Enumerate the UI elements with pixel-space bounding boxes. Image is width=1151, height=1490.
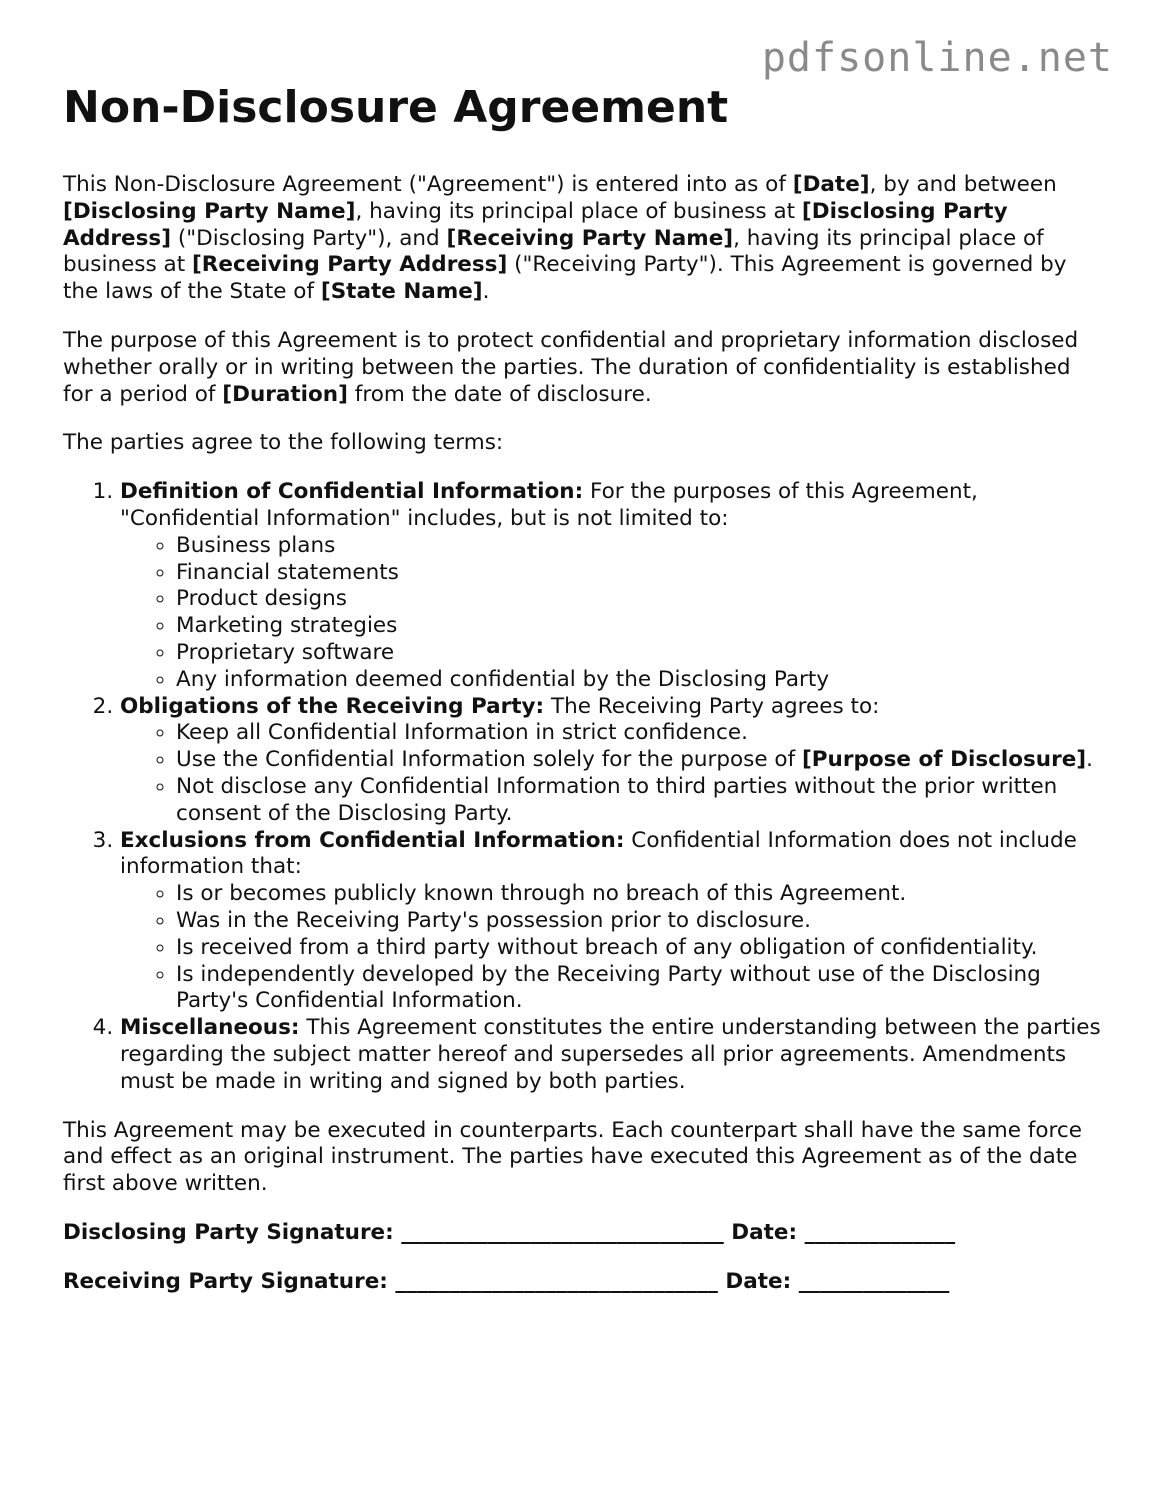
disclosing-date-label: Date: — [731, 1219, 798, 1245]
term-heading: Obligations of the Receiving Party: — [120, 693, 545, 719]
disclosing-party-name-placeholder: [Disclosing Party Name] — [63, 198, 356, 224]
list-item: ◦ Is independently developed by the Receiving Party without use of the Disclosing Party's Confidential Information. — [176, 962, 1103, 1016]
duration-placeholder: [Duration] — [222, 381, 348, 407]
intro-text-4: ("Disclosing Party"), and — [171, 225, 447, 251]
receiving-signature-field[interactable]: ______________________________ — [395, 1268, 718, 1294]
term-heading: Exclusions from Confidential Information: — [120, 827, 625, 853]
term-text: This Agreement constitutes the entire understanding between the parties regarding the subject matter hereof and supersedes all prior agreements. Amendments must be made in writing and signed by both parties. — [120, 1015, 1101, 1094]
list-item — [176, 747, 1103, 774]
intro-text-3: , having its principal place of business at — [355, 198, 802, 224]
watermark: pdfsonline.net — [761, 35, 1113, 81]
list-item: ◦ Marketing strategies — [176, 613, 1103, 640]
term-text: Confidential Information does not include information that: — [120, 827, 1077, 880]
purpose-text-2: from the date of disclosure. — [347, 381, 652, 407]
state-name-placeholder: [State Name] — [320, 279, 483, 305]
exclusion-items — [120, 881, 1103, 1015]
disclosing-date-field[interactable]: ______________ — [804, 1219, 956, 1245]
term-text: The Receiving Party agrees to: — [544, 693, 880, 719]
list-item: ◦ Financial statements — [176, 560, 1103, 587]
disclosing-signature-label: Disclosing Party Signature: — [63, 1219, 394, 1245]
definition-items — [120, 533, 1103, 694]
document-title: Non-Disclosure Agreement — [63, 82, 729, 133]
disclosing-signature-field[interactable]: ______________________________ — [401, 1219, 724, 1245]
disclosing-party-address-placeholder: [Disclosing Party Address] — [63, 198, 1008, 251]
list-item-text: Use the Confidential Information solely for the purpose of — [176, 747, 802, 773]
document-page — [63, 80, 1103, 1317]
list-item: ◦ Is or becomes publicly known through no breach of this Agreement. — [176, 881, 1103, 908]
terms-intro: The parties agree to the following terms: — [63, 430, 504, 456]
purpose-of-disclosure-placeholder: [Purpose of Disclosure] — [801, 747, 1087, 773]
list-item: ◦ Is received from a third party without breach of any obligation of confidentiality. — [176, 935, 1103, 962]
term-miscellaneous — [120, 1015, 1103, 1095]
intro-text-1: This Non-Disclosure Agreement ("Agreement") is entered into as of — [63, 172, 793, 197]
receiving-party-name-placeholder: [Receiving Party Name] — [446, 225, 734, 251]
list-item: ◦ Keep all Confidential Information in strict confidence. — [176, 720, 1103, 747]
closing-paragraph: This Agreement may be executed in counterparts. Each counterpart shall have the same force and effect as an original instrument. The parties have executed this Agreement as of the date first above written. — [63, 1117, 1082, 1197]
list-item-text: . — [1086, 747, 1093, 773]
terms-list — [63, 479, 1103, 1095]
intro-text-5: , having its principal place of business at — [63, 225, 1044, 278]
receiving-date-label: Date: — [725, 1268, 792, 1294]
purpose-paragraph — [63, 328, 1103, 408]
obligation-items — [120, 720, 1103, 827]
intro-text-2: , by and between — [869, 172, 1057, 197]
receiving-signature-label: Receiving Party Signature: — [63, 1268, 388, 1294]
purpose-text-1: The purpose of this Agreement is to protect confidential and proprietary information disclosed whether orally or in writing between the parties. The duration of confidentiality is established for a period of — [63, 327, 1079, 407]
term-text: For the purposes of this Agreement, "Confidential Information" includes, but is not limited to: — [120, 479, 978, 531]
list-item: ◦ Any information deemed confidential by the Disclosing Party — [176, 667, 1103, 694]
list-item: ◦ Proprietary software — [176, 640, 1103, 667]
date-placeholder: [Date] — [792, 172, 870, 197]
disclosing-signature-line — [63, 1220, 1103, 1247]
term-heading: Definition of Confidential Information: — [120, 479, 584, 505]
list-item: ◦ Product designs — [176, 586, 1103, 613]
list-item: ◦ Business plans — [176, 533, 1103, 560]
term-exclusions — [120, 828, 1103, 1016]
term-obligations — [120, 694, 1103, 828]
receiving-date-field[interactable]: ______________ — [798, 1268, 950, 1294]
intro-text-6: ("Receiving Party"). This Agreement is governed by the laws of the State of — [63, 252, 1067, 305]
list-item: ◦ Was in the Receiving Party's possession prior to disclosure. — [176, 908, 1103, 935]
term-heading: Miscellaneous: — [120, 1015, 300, 1041]
receiving-party-address-placeholder: [Receiving Party Address] — [191, 252, 508, 278]
list-item: ◦ Not disclose any Confidential Information to third parties without the prior written consent of the Disclosing Party. — [176, 774, 1103, 828]
term-definition — [120, 479, 1103, 693]
intro-text-7: . — [482, 279, 490, 305]
receiving-signature-line — [63, 1269, 1103, 1296]
intro-paragraph — [63, 172, 1103, 306]
